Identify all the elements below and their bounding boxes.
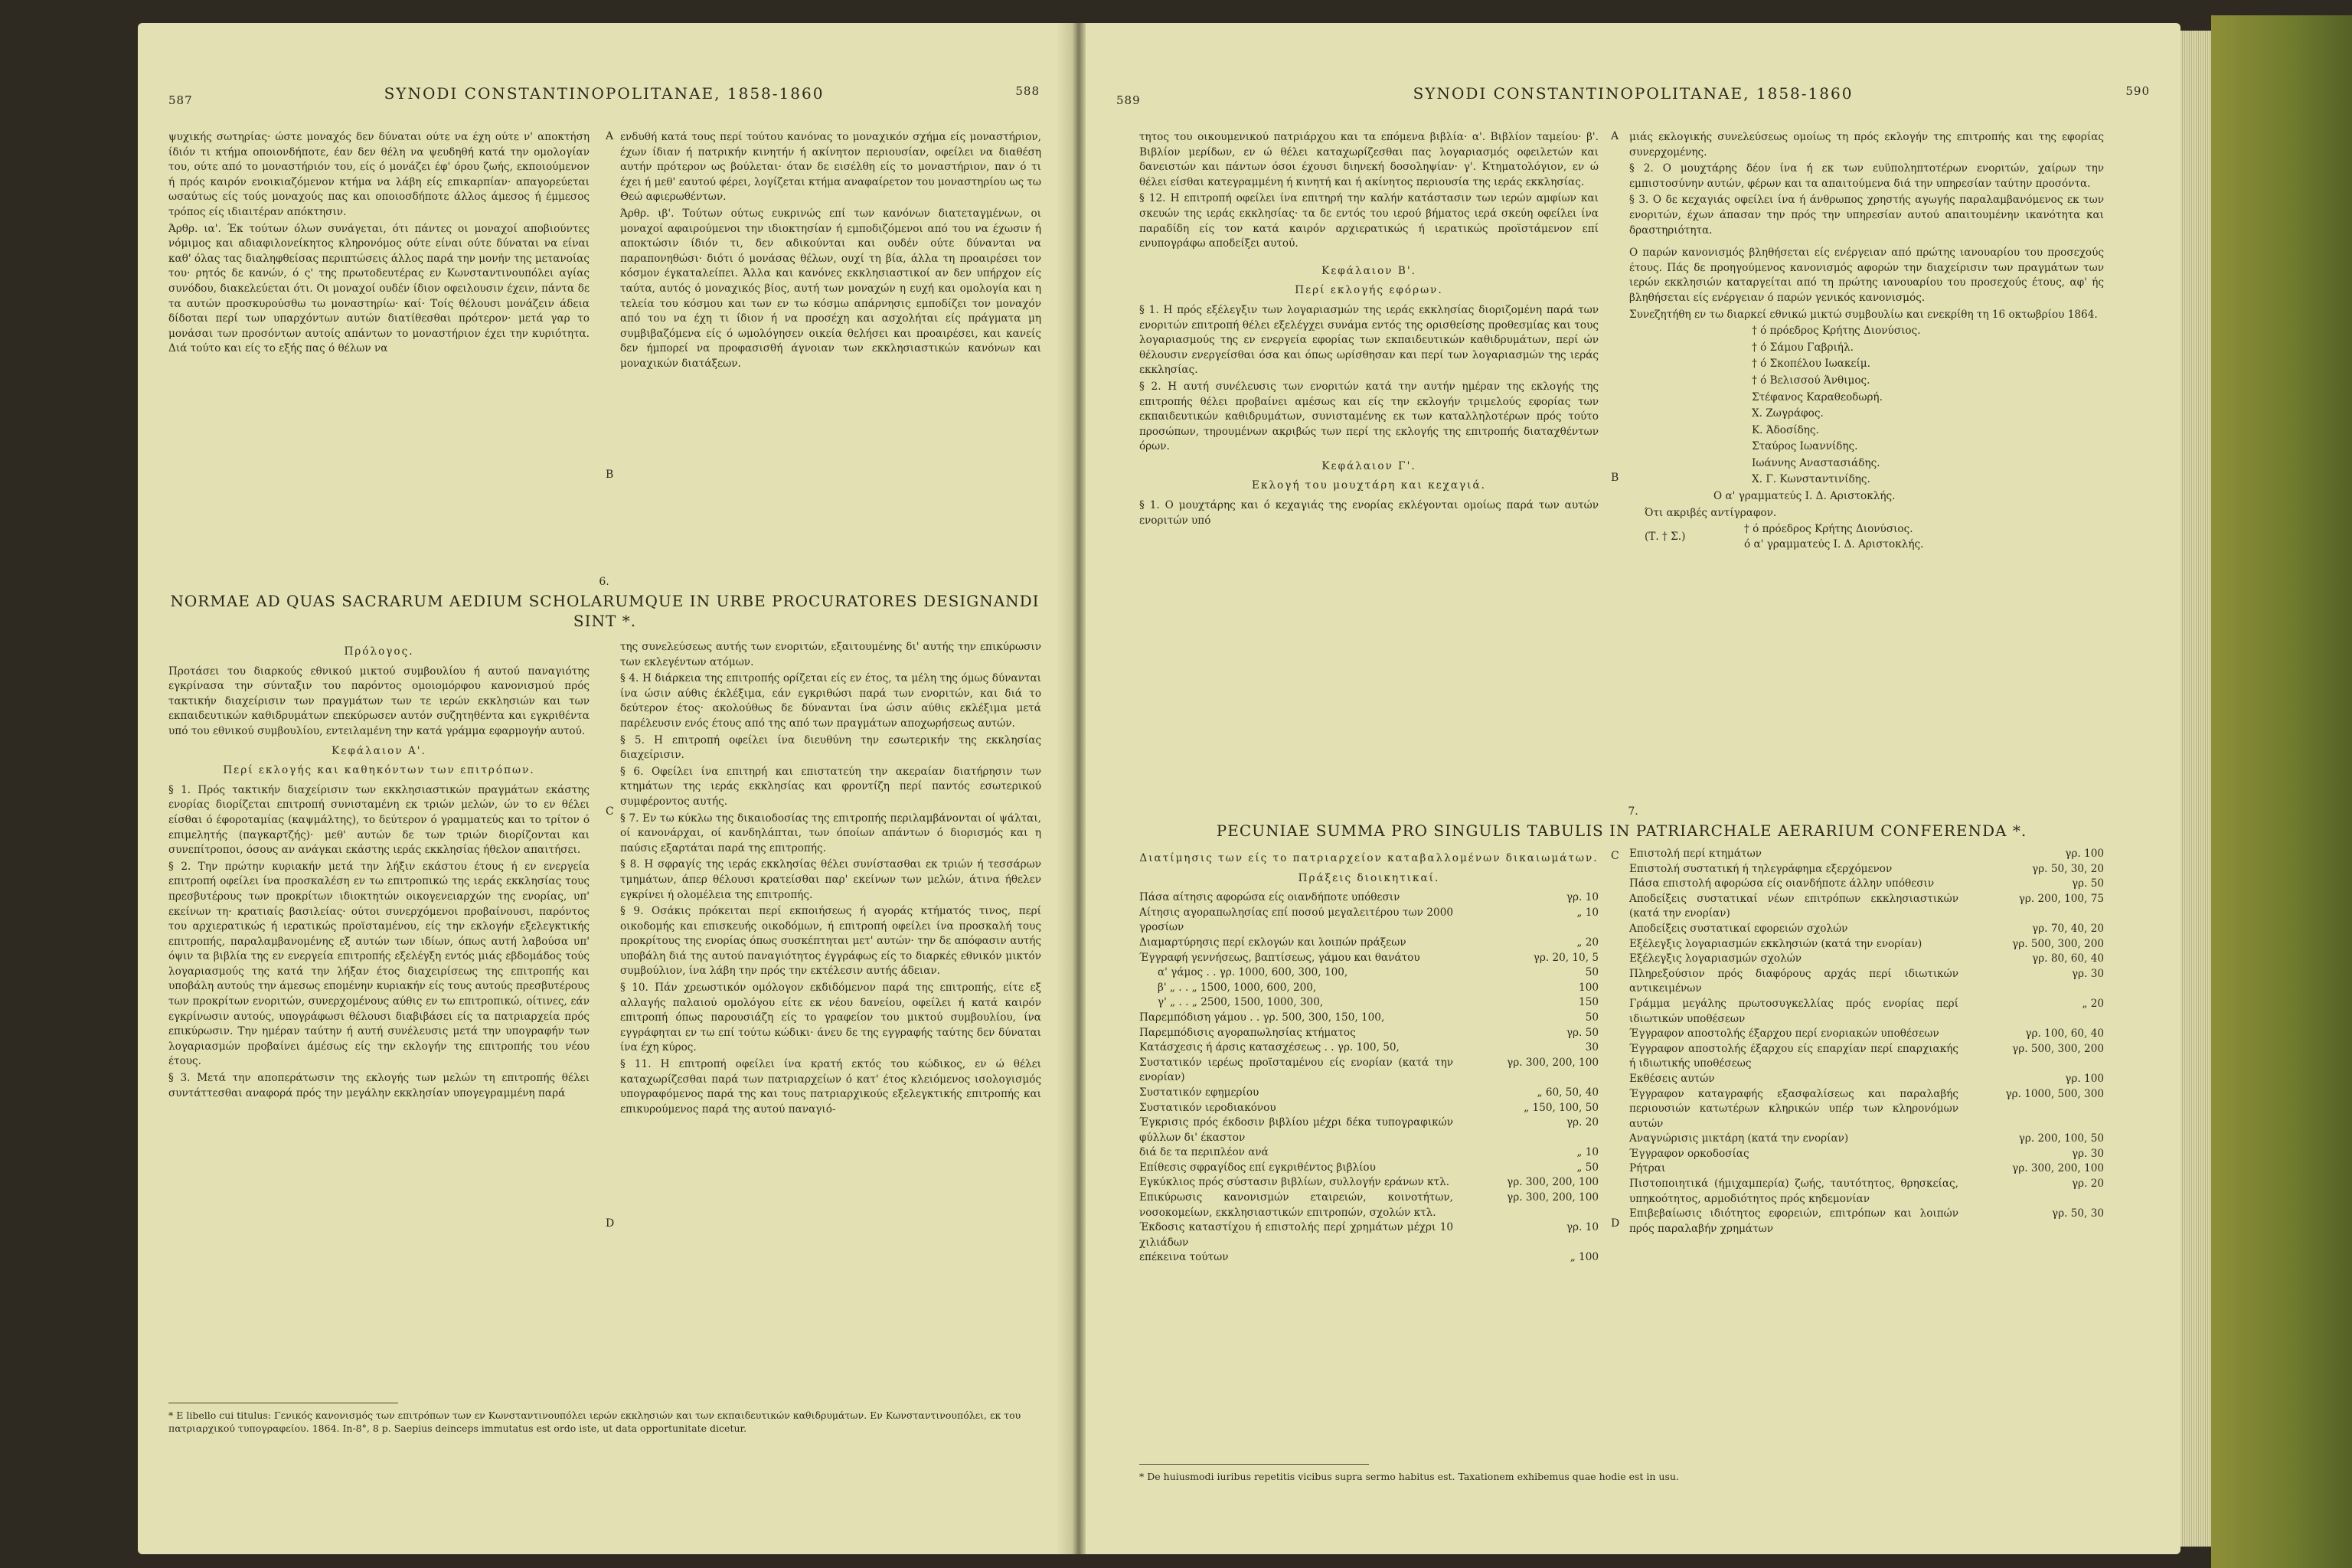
copy-signature-president: † ό πρόεδρος Κρήτης Διονύσιος. — [1744, 523, 1913, 536]
fee-row: Έγγραφή γεννήσεως, βαπτίσεως, γάμου και θανάτου γρ. 20, 10, 5 — [1139, 951, 1599, 964]
right-col-b-top — [1629, 130, 2104, 556]
heading-chapter-b: Κεφάλαιον Β'. — [1321, 264, 1416, 277]
fee-row: Πιστοποιητικά (ήμιχαμπερία) ζωής, ταυτότητος, θρησκείας, υπηκοότητος, αρμοδιότητος πρός κηδεμονίαν γρ. 20 — [1629, 1178, 2104, 1205]
fee-row: Επίθεσις σφραγίδος επί εγκριθέντος βιβλίου „ 50 — [1139, 1161, 1599, 1174]
paragraph: τητος του οικουμενικού πατριάρχου και τα επόμενα βιβλία· α'. Βιβλίον ταμείου· β'. Βιβλίον μερίδων, εν ώ θέλει καταχωρίζεσθαι πας λογαριασμός οφειλετών και δανειστών και πάντων όσοι έχουσι διηνεκή δοσοληψίαν· γ'. Κτηματολόγιον, εν ώ θέλει είσθαι κατεγραμμένη ή κινητή και ή ακίνητος περιουσία της ιεράς εκκλησίας. — [1139, 131, 1599, 188]
margin-letter-a: A — [1611, 130, 1619, 142]
margin-letter-d: D — [606, 1217, 615, 1230]
heading-chapter-a-subtitle: Περί εκλογής και καθηκόντων των επιτρόπων. — [223, 764, 535, 777]
signature: Χ. Γ. Κωνσταντινίδης. — [1752, 473, 1870, 486]
section-number-7: 7. — [1628, 805, 1638, 818]
paragraph: § 3. Μετά την αποπεράτωσιν της εκλογής των μελών τη επιτροπής θέλει συντάττεσθαι αναφορά πρός την μεγάλην εκκλησίαν υπογεγραμμένη παρά — [168, 1072, 590, 1099]
fee-row: Έγγραφον αποστολής έξαρχου περί ενοριακών υποθέσεων γρ. 100, 60, 40 — [1629, 1027, 2104, 1040]
paragraph: § 1. Πρός τακτικήν διαχείρισιν των εκκλησιαστικών πραγμάτων εκάστης ενορίας διορίζεται επιτροπή συνισταμένη εκ τριών μελών, ών το εν θέλει είσθαι ό έφοροταμίας (καψμάλτης), το δεύτερον ό γραμματεύς και το τρίτον ό επιμελητής (παγκαρτζής)· μεθ' αυτών δε των τριών διορίζονται και συνεπίτροποι, όσους αν ανάγκαι εκάστης ιεράς εκκλησίας ήθελον απαιτήσει. — [168, 783, 590, 857]
fees-heading: Διατίμησις των είς το πατριαρχείον καταβαλλομένων δικαιωμάτων. — [1139, 852, 1599, 864]
right-page-header — [1086, 84, 2180, 115]
paragraph: § 12. Η επιτροπή οφείλει ίνα επιτηρή την καλήν κατάστασιν των ιερών αμφίων και σκευών της ιεράς εκκλησίας· τα δε εντός του ιερού βήματος ιερά σκεύη οφείλει ίνα παραδίδη είς τον κατά καιρόν αρχιερατικώς ή ιερατικώς προϊστάμενον επί ενυπογράφω αποδείξει αυτού. — [1139, 192, 1599, 250]
fee-row: Αποδείξεις συστατικαί εφορειών σχολών γρ. 70, 40, 20 — [1629, 922, 2104, 935]
signature: † ό πρόεδρος Κρήτης Διονύσιος. — [1752, 325, 1921, 338]
margin-letter-b: B — [1611, 472, 1619, 484]
fee-row: Συστατικόν ιεροδιακόνου „ 150, 100, 50 — [1139, 1101, 1599, 1114]
heading-chapter-a: Κεφάλαιον Α'. — [332, 744, 426, 757]
paragraph: ενδυθή κατά τους περί τούτου κανόνας το μοναχικόν σχήμα είς μοναστήριον, έχων ίδιαν ή πατρικήν κινητήν ή ακίνητον περιουσίαν, οφείλει να διαθέση αυτήν πρότερον ως βούλεται· όταν δε εισέλθη είς το μοναστήριον, παν ό τι έχει ή μεθ' εαυτού φέρει, λογίζεται κτήμα αναφαίρετον του μοναστηρίου ως τω Θεώ αφιερωθέντων. — [620, 131, 1041, 204]
book-cover — [2211, 15, 2352, 1568]
fee-row: Παρεμπόδιση γάμου . . γρ. 500, 300, 150, 100, 50 — [1139, 1011, 1599, 1024]
paragraph: § 2. Την πρώτην κυριακήν μετά την λήξιν εκάστου έτους ή εν ενεργεία επιτροπή οφείλει ίνα προσκαλέση εν τω επιτροπικώ της ιεράς εκκλησίας τους πρεσβυτέρους των προκρίτων ιδιοκτητών οικογενειαρχών της ενορίας, υπ' εκείνων τη· κρατιαίς βασιλείας· ούτοι συνερχόμενοι προβαίνουσι, παρόντος του αρχιερατικώς ή ιερατικώς προϊσταμένου, είς την εκλογήν εξελεγκτικής επιτροπής, παραλαμβανομένης εξ αυτών των ιδίων, όπως αυτή λαβούσα υπ' όψιν τα βιβλία της εν ενεργεία επιτροπής εξελέγξη εντός μιάς εβδομάδος τούς λογαριασμούς της κατά την λήξαν έτος διαχειρίσεως της επιτροπής και υποβάλη αυτούς την άμεσως επομένην κυριακήν είς τους αυτούς πρεσβυτέρους των προκρίτων ενοριτών, συνερχομένους αύθις εν τω επιτροπικώ, οίτινες, εάν εγκρίνωσιν αυτούς, υπογράφωσι θέλουσι διαβιβάσει είς τα πατριαρχεία πρός επικύρωσιν. Την ημέραν ταύτην ή αυτή συνέλευσις μετά την υπογραφήν των λογαριασμών προβαίνει άμέσως είς την εκλογήν της επιτροπής του νέου έτους. — [168, 860, 590, 1068]
footnote-left: * E libello cui titulus: Γενικός κανονισμός των επιτρόπων των εν Κωνσταντινουπόλει ιερών εκκλησιών και των εκπαιδευτικών καθιδρυμάτων. Εν Κωνσταντινουπόλει, εκ του πατριαρχικού τυπογραφείου. 1864. In-8°, 8 p. Saepius deinceps immutatus est ordo iste, ut data opportunitate dicetur. — [168, 1410, 1021, 1434]
fee-row: Επιστολή συστατική ή τηλεγράφημα εξερχόμενον γρ. 50, 30, 20 — [1629, 862, 2104, 875]
copy-signature-secretary: ό α' γραμματεύς Ι. Δ. Αριστοκλής. — [1744, 538, 1924, 551]
fee-row: Αναγνώρισις μικτάρη (κατά την ενορίαν) γρ. 200, 100, 50 — [1629, 1132, 2104, 1145]
fee-row: Επιβεβαίωσις ιδιότητος εφορειών, επιτρόπων και λοιπών πρός παραλαβήν χρημάτων γρ. 50, 30 — [1629, 1207, 2104, 1235]
fee-row: Εγκύκλιος πρός σύστασιν βιβλίων, συλλογήν εράνων κτλ. γρ. 300, 200, 100 — [1139, 1176, 1599, 1189]
copy-note: Ότι ακριβές αντίγραφον. — [1645, 506, 1777, 519]
fee-row: Εξέλεγξις λογαριασμών σχολών γρ. 80, 60, 40 — [1629, 952, 2104, 965]
heading-prologue: Πρόλογος. — [344, 645, 414, 658]
fee-row: Επικύρωσις κανονισμών εταιρειών, κοινοτήτων, νοσοκομείων, εκκλησιαστικών επιτροπών, σχολών κτλ. γρ. 300, 200, 100 — [1139, 1191, 1599, 1219]
page-edges — [2180, 31, 2211, 1547]
margin-letter-d: D — [1611, 1217, 1620, 1230]
paragraph: § 1. Ο μουχτάρης και ό κεχαγιάς της ενορίας εκλέγονται ομοίως παρά των αυτών ενοριτών υπό — [1139, 499, 1599, 527]
signature-list — [1629, 324, 2104, 488]
signature: † ό Σάμου Γαβριήλ. — [1752, 341, 1854, 354]
margin-letter-c: C — [606, 805, 614, 818]
fee-row: διά δε τα περιπλέον ανά „ 10 — [1139, 1146, 1599, 1159]
fee-row-marriage: β' „ . . „ 1500, 1000, 600, 200, 100 — [1158, 981, 1599, 994]
signature: Χ. Ζωγράφος. — [1752, 407, 1824, 420]
signature: Σταύρος Ιωαννίδης. — [1752, 440, 1858, 453]
paragraph: § 10. Πάν χρεωστικόν ομόλογον εκδιδόμενον παρά της επιτροπής, είτε εξ αλλαγής παλαιού ομολόγου είτε εκ νέου δανείου, οφείλει ή κατά καιρόν επιτροπή όπως παρουσιάζη είς το γραφείον του μικτού συμβουλίου, ίνα εγγράφηται εν τω επί τούτω κώδικι· άνευ δε της εγγραφής ταύτης δεν δύναται ίνα έχη κύρος. — [620, 982, 1041, 1054]
paragraph: § 1. Η πρός εξέλεγξιν των λογαριασμών της ιεράς εκκλησίας διοριζομένη παρά των ενοριτών επιτροπή θέλει εξελέγχει συνάμα εντός της ορισθείσης προθεσμίας και τους λογαριασμούς της εν ενεργεία εφορίας των εκπαιδευτικών καθιδρυμάτων, περί ών θέλουσιν ενεργείσθαι όσα και όπως ωρίσθησαν και περί των λογαριασμών της ιεράς εκκλησίας. — [1139, 303, 1599, 377]
fee-row: Εκθέσεις αυτών γρ. 100 — [1629, 1072, 2104, 1085]
fee-row: Εξέλεγξις λογαριασμών εκκλησιών (κατά την ενορίαν) γρ. 500, 300, 200 — [1629, 937, 2104, 950]
page-number-587: 587 — [168, 93, 193, 107]
paragraph: της συνελεύσεως αυτής των ενοριτών, εξαιτουμένης δι' αυτής την επικύρωσιν των εκλεγέντων ατόμων. — [620, 641, 1041, 668]
left-page-header — [138, 84, 1070, 115]
paragraph: § 2. Η αυτή συνέλευσις των ενοριτών κατά την αυτήν ημέραν της εκλογής της επιτροπής θέλει προβαίνει αμέσως και είς την εκλογήν τριμελούς εφορίας των εκπαιδευτικών καθιδρυμάτων, συνισταμένης εκ των καταλληλοτέρων πρός τούτο προσώπων, τηρουμένων ακριβώς των περί της εκλογής της επιτροπής διαταχθέντων όρων. — [1139, 380, 1599, 453]
fee-row: Έγγραφον ορκοδοσίας γρ. 30 — [1629, 1147, 2104, 1160]
fee-row: Κατάσχεσις ή άρσις κατασχέσεως . . γρ. 100, 50, 30 — [1139, 1041, 1599, 1054]
paragraph: μιάς εκλογικής συνελεύσεως ομοίως τη πρός εκλογήν της επιτροπής και της εφορίας συνερχομένης. — [1629, 131, 2104, 158]
right-col-b-fees — [1629, 847, 2104, 1236]
paragraph: § 11. Η επιτροπή οφείλει ίνα κρατή εκτός του κώδικος, εν ώ θέλει καταχωρίζεσθαι παρά των πατριαρχείων ό κατ' έτος κλειόμενος ισολογισμός υπογραφόμενος παρά της και τους πατριαρχικούς εξελεγκτικής επιτροπής και επικυρούμενος παρά της αυτού παναγιό- — [620, 1058, 1041, 1116]
margin-letter-b: B — [606, 469, 614, 481]
seal-label: (Τ. † Σ.) — [1645, 531, 1686, 544]
paragraph: § 7. Εν τω κύκλω της δικαιοδοσίας της επιτροπής περιλαμβάνονται οί ψάλται, οί κανονάρχαι, οί κανδηλάπται, των όποίων απάντων ό διορισμός και η παύσις εξαρτάται παρά της επιτροπής. — [620, 812, 1041, 854]
left-col-b-bottom — [620, 640, 1041, 1119]
fee-row: Ρήτραι γρ. 300, 200, 100 — [1629, 1162, 2104, 1175]
fee-row: Διαμαρτύρησις περί εκλογών και λοιπών πράξεων „ 20 — [1139, 936, 1599, 949]
signature: Στέφανος Καραθεοδωρή. — [1752, 390, 1883, 403]
page-number-590: 590 — [2125, 84, 2150, 98]
left-col-a-bottom — [168, 640, 590, 1102]
fee-row: Παρεμπόδισις αγοραπωλησίας κτήματος γρ. 50 — [1139, 1026, 1599, 1039]
signature: Κ. Άδοσίδης. — [1752, 423, 1819, 436]
right-col-a-fees — [1139, 847, 1599, 1266]
right-page — [1086, 23, 2180, 1554]
fee-row: Πάσα επιστολή αφορώσα είς οιανδήποτε άλλην υπόθεσιν γρ. 50 — [1629, 877, 2104, 890]
fee-row: Αίτησις αγοραπωλησίας επί ποσού μεγαλειτέρου των 2000 γροσίων „ 10 — [1139, 906, 1599, 934]
page-number-589: 589 — [1116, 93, 1141, 107]
margin-letter-a: A — [606, 130, 614, 142]
heading-chapter-c-subtitle: Εκλογή του μουχτάρη και κεχαγιά. — [1251, 479, 1486, 492]
fee-row: Συστατικόν εφημερίου „ 60, 50, 40 — [1139, 1086, 1599, 1099]
paragraph: ψυχικής σωτηρίας· ώστε μοναχός δεν δύναται ούτε να έχη ούτε ν' αποκτήση ίδιόν τι κτήμα οποιονδήποτε, έαν δεν θέλη να ψευδηθή κατά την ομολογίαν του, ούτε από το μοναστήριόν του, είς ό μονάζει έφ' όρου ζωής, εκποιούμενον ή πρός καιρόν ενοικιαζόμενον κτήμα να λάβη είς επικαρπίαν· απαγορεύεται ωσαύτως είς τούς μοναχούς πας και οποιοσδήποτε άλλος άμεσος ή έμμεσος τρόπος είς ιδιαιτέραν απόκτησιν. — [168, 131, 590, 218]
fee-row: Έγγραφον καταγραφής εξασφαλίσεως και παραλαβής περιουσιών κατωτέρων κληρικών υπέρ των κληρονόμων αυτών γρ. 1000, 500, 300 — [1629, 1087, 2104, 1130]
margin-letter-c: C — [1611, 850, 1619, 862]
paragraph: Άρθρ. ιβ'. Τούτων ούτως ευκρινώς επί των κανόνων διατεταγμένων, οι μοναχοί αφαιρούμενοι την ιδιοκτησίαν ή εμποδιζόμενοι από του να έχωσιν ή αποκτώσιν ίδιόν τι, δεν αδικούνται και ουδέν ούτε δύνανται να παραπονηθώσι· διότι ό μονάσας θέλων, ουχί τη βία, άλλα τη προαιρέσει τον κόσμον έγκαταλείπει. Άλλα και κανόνες εκκλησιαστικοί αν δεν υπήρχον είς ταύτα, αυτός ό μοναχικός βίος, αυτή των μοναχών η ευχή και ομολογία και η τελεία του κόσμου και των εν τω κόσμω απάρνησις εμποδίζει τον μοναχόν από του να έχη τι ίδιον ή να προσέχη και ασχολήται είς πράγματα μη συμβιβαζόμενα είς ό ωμολόγησεν οικεία θελήσει και προαιρέσει, και κανείς δεν ήμπορεί να προφασισθή άγνοιαν των εκκλησιαστικών κανόνων και μοναχικών διατάξεων. — [620, 207, 1041, 370]
fee-row-marriage: α' γάμος . . γρ. 1000, 600, 300, 100, 50 — [1158, 966, 1599, 979]
fee-row: επέκεινα τούτων „ 100 — [1139, 1251, 1599, 1264]
running-head-left: SYNODI CONSTANTINOPOLITANAE, 1858-1860 — [384, 84, 825, 103]
paragraph: Προτάσει του διαρκούς εθνικού μικτού συμβουλίου ή αυτού παναγιότης εγκρίνασα την σύνταξιν του παρόντος ομοιομόρφου κανονισμού πρός τακτικήν διαχείρισιν των πραγμάτων των τε ιερών εκκλησιών και των εκπαιδευτικών καθιδρυμάτων επεκύρωσεν αυτόν συζητηθέντα και εγκριθέντα υπό του εθνικού συμβουλίου, εντειλαμένη την κατά γράμμα εφαρμογήν αυτού. — [168, 665, 590, 737]
left-col-a-top — [168, 130, 590, 358]
fee-row: Πάσα αίτησις αφορώσα είς οιανδήποτε υπόθεσιν γρ. 10 — [1139, 891, 1599, 904]
paragraph: § 8. Η σφραγίς της ιεράς εκκλησίας θέλει συνίστασθαι εκ τριών ή τεσσάρων τμημάτων, άπερ θέλουσι κρατείσθαι παρ' εκείνων των μελών, άτινα ήθελεν εγκρίνει ή ολομέλεια της επιτροπής. — [620, 858, 1041, 901]
section-title-7: PECUNIAE SUMMA PRO SINGULIS TABULIS IN PATRIARCHALE AERARIUM CONFERENDA *. — [1216, 822, 2027, 840]
heading-chapter-c: Κεφάλαιον Γ'. — [1321, 459, 1416, 472]
paragraph: § 5. Η επιτροπή οφείλει ίνα διευθύνη την εσωτερικήν της εκκλησίας διαχείρισιν. — [620, 733, 1041, 762]
fee-row: Έγγραφον αποστολής έξαρχου είς επαρχίαν περί επαρχιακής ή ιδιωτικής υποθέσεως γρ. 500, 300, 200 — [1629, 1042, 2104, 1070]
left-page — [138, 23, 1070, 1554]
section-title-6: NORMAE AD QUAS SACRARUM AEDIUM SCHOLARUMQUE IN URBE PROCURATORES DESIGNANDI SINT *. — [170, 592, 1040, 630]
fee-row: Συστατικόν ιερέως προϊσταμένου είς ενορίαν (κατά την ενορίαν) γρ. 300, 200, 100 — [1139, 1056, 1599, 1084]
fee-row-marriage: γ' „ . . „ 2500, 1500, 1000, 300, 150 — [1158, 996, 1599, 1009]
left-col-b-top — [620, 130, 1041, 374]
fee-row: Γράμμα μεγάλης πρωτοσυγκελλίας πρός ενορίας περί ιδιωτικών υποθέσεων „ 20 — [1629, 997, 2104, 1025]
paragraph: § 3. Ο δε κεχαγιάς οφείλει ίνα ή άνθρωπος χρηστής αγωγής παραλαμβανόμενος εκ των ενοριτών, έχων άπασαν την πρός την υπηρεσίαν αυτού απαιτουμένην ικανότητα και δραστηριότητα. — [1629, 194, 2104, 237]
paragraph: Άρθρ. ια'. Έκ τούτων όλων συνάγεται, ότι πάντες οι μοναχοί αποβιούντες νόμιμος και αδιαφιλονείκητος κληρονόμος ούτε είναι ούτε δύναται να είναι καθ' όλας τας διαληφθείσας περιπτώσεις άλλος παρά την μονήν της μετανοίας του· ρητός δε κανών, ό ς' της πρωτοδευτέρας εν Κωνσταντινουπόλει αγίας συνόδου, διακελεύεται ότι. Οι μοναχοί ουδέν ίδιον οφειλουσιν έχειν, πάντα δε τα αυτών προσκυρούσθω τω μοναστηρίω· καί· Τοίς θέλουσι μονάζειν άδεια δίδοται περί των υπαρχόντων αυτών διατίθεσθαι πρότερον· μετά γαρ το μονάσαι των προσόντων αυτοίς απάντων το μοναστήριον έχει την κυριότητα. Διά τούτο και είς το εξής πας ό θέλων να — [168, 222, 590, 355]
paragraph: Ο παρών κανονισμός βληθήσεται είς ενέργειαν από πρώτης ιανουαρίου του προσεχούς έτους. Πάς δε προηγούμενος κανονισμός αφορών την διαχείρισιν των πραγμάτων των ιερών εκκλησιών καταργείται από τη πρώτης ιανουαρίου του προσεχούς έτους, αφ' ής βληθήσεται είς ενέργειαν ό παρών γενικός κανονισμός. — [1629, 247, 2104, 304]
paragraph: § 6. Οφείλει ίνα επιτηρή και επιστατεύη την ακεραίαν διατήρησιν των κτημάτων της ιεράς εκκλησίας και φροντίζη περί παντός εσωτερικού συμφέροντος αυτής. — [620, 765, 1041, 808]
heading-chapter-b-subtitle: Περί εκλογής εφόρων. — [1295, 284, 1443, 297]
fee-row: Έγκρισις πρός έκδοσιν βιβλίου μέχρι δέκα τυπογραφικών φύλλων δι' έκαστον γρ. 20 — [1139, 1116, 1599, 1144]
fee-row: Έκδοσις καταστίχου ή επιστολής περί χρημάτων μέχρι 10 χιλιάδων γρ. 10 — [1139, 1221, 1599, 1249]
fees-subheading: Πράξεις διοικητικαί. — [1298, 871, 1440, 884]
paragraph: § 2. Ο μουχτάρης δέον ίνα ή εκ των ευϋποληπτοτέρων ενοριτών, χαίρων την εμπιστοσύνην αυτών, φέρων και τα απαιτούμενα διά την υπηρεσίαν ταύτην προσόντα. — [1629, 162, 2104, 190]
paragraph: § 4. Η διάρκεια της επιτροπής ορίζεται είς εν έτος, τα μέλη της όμως δύνανται ίνα ώσιν αύθις έκλέξιμα, εάν εγκριθώσι παρά των ενοριτών, και διά το δεύτερον έτος· ακολούθως δε δύνανται ίνα ώσιν αύθις εκλέξιμα μετά παρέλευσιν ενός έτους από της από των πραγμάτων αποχωρήσεως αυτών. — [620, 672, 1041, 730]
paragraph: § 9. Οσάκις πρόκειται περί εκποιήσεως ή αγοράς κτήματός τινος, περί οικοδομής και επισκευής οικοδόμων, ή επιτροπή οφείλει ίνα προσκαλή τους προκρίτους της ενορίας όπως συσκέπτηται μετ' αυτών· την δε απόφασιν αυτής υποβάλη διά της αυτού παναγιότητος έγγράφως είς το διαρκές εθνικόν μικτόν συμβούλιον, ίνα λάβη την πρός την εκτέλεσιν αυτής άδειαν. — [620, 905, 1041, 978]
fee-row: Επιστολή περί κτημάτων γρ. 100 — [1629, 848, 2104, 860]
footnote-rule — [1139, 1464, 1369, 1465]
secretary-signature: Ο α' γραμματεύς Ι. Δ. Αριστοκλής. — [1713, 490, 1896, 503]
page-number-588: 588 — [1015, 84, 1040, 98]
footnote-right: * De huiusmodi iuribus repetitis vicibus supra sermo habitus est. Taxationem exhibemus quae hodie est in usu. — [1139, 1471, 1679, 1482]
signature: † ό Βελισσού Άνθιμος. — [1752, 374, 1870, 387]
fee-row: Αποδείξεις συστατικαί νέων επιτρόπων εκκλησιαστικών (κατά την ενορίαν) γρ. 200, 100, 75 — [1629, 892, 2104, 920]
right-col-a-top — [1139, 130, 1599, 530]
paragraph: Συνεζητήθη εν τω διαρκεί εθνικώ μικτώ συμβουλίω και ενεκρίθη τη 16 οκτωβρίου 1864. — [1629, 308, 2098, 321]
signature: † ό Σκοπέλου Ιωακείμ. — [1752, 358, 1870, 371]
fee-row: Πληρεξούσιον πρός διαφόρους αρχάς περί ιδιωτικών αντικειμένων γρ. 30 — [1629, 967, 2104, 995]
section-number-6: 6. — [599, 576, 609, 588]
signature: Ιωάννης Αναστασιάδης. — [1752, 456, 1880, 469]
seal-block — [1629, 522, 2104, 556]
running-head-right: SYNODI CONSTANTINOPOLITANAE, 1858-1860 — [1413, 84, 1854, 103]
